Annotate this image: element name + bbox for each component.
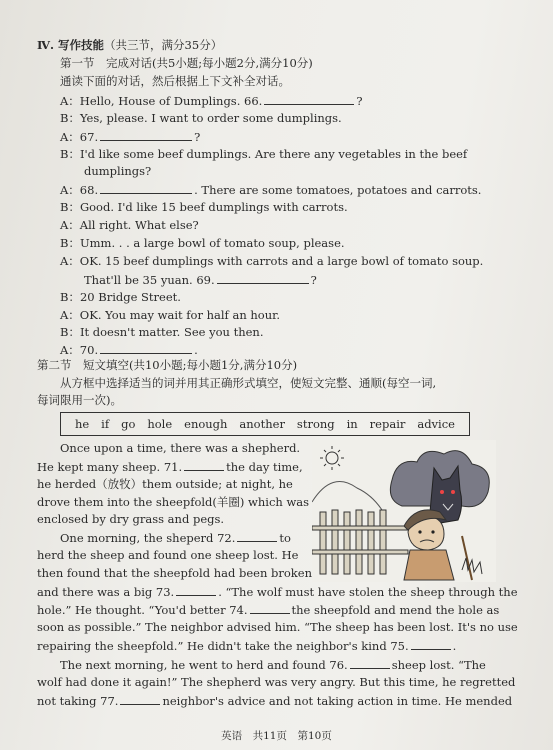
word-bank-item: in	[346, 417, 358, 431]
dialogue-line: A：OK. You may wait for half an hour.	[60, 308, 281, 322]
passage-line: he herded（放牧）them outside; at night, he	[37, 477, 293, 491]
passage-line: herd the sheep and found one sheep lost. He	[37, 548, 299, 562]
dialogue-line-67: A：67. ?	[60, 130, 201, 144]
word-bank-item: if	[101, 417, 110, 431]
section-title: Ⅳ. 写作技能（共三节，满分35分）	[37, 38, 223, 52]
answer-blank-67[interactable]	[100, 129, 192, 141]
page-footer: 英语 共11页 第10页	[221, 730, 332, 742]
dialogue-line: B：Yes, please. I want to order some dumplings.	[60, 111, 342, 125]
passage-line-75: repairing the sheepfold.” He didn't take the neighbor's kind 75. .	[37, 639, 457, 653]
dialogue-line: B：20 Bridge Street.	[60, 290, 181, 304]
dialogue-line-69: That'll be 35 yuan. 69. ?	[84, 273, 317, 287]
word-bank-item: enough	[184, 417, 228, 431]
passage-line-73: and there was a big 73. . “The wolf must have stolen the sheep through the	[37, 585, 518, 599]
word-bank-item: strong	[296, 417, 335, 431]
word-bank-item: hole	[147, 417, 173, 431]
word-bank-item: advice	[417, 417, 455, 431]
answer-blank-73[interactable]	[176, 584, 216, 596]
answer-blank-72[interactable]	[237, 530, 277, 542]
word-bank-item: he	[74, 417, 90, 431]
dialogue-line-70: A：70. .	[60, 343, 198, 357]
word-bank-item: repair	[369, 417, 406, 431]
dialogue-line: B：It doesn't matter. See you then.	[60, 325, 264, 339]
passage-line-76: The next morning, he went to herd and found 76. sheep lost. “The	[60, 658, 486, 672]
answer-blank-77[interactable]	[120, 693, 160, 705]
passage-line: soon as possible.” The neighbor advised him. “The sheep has been lost. It's no use	[37, 620, 518, 634]
answer-blank-69[interactable]	[217, 272, 309, 284]
part1-heading: 第一节 完成对话(共5小题;每小题2分,满分10分)	[60, 56, 313, 70]
dialogue-line: A：All right. What else?	[60, 218, 199, 232]
dialogue-line: B：Good. I'd like 15 beef dumplings with carrots.	[60, 200, 348, 214]
passage-line: wolf had done it again!” The shepherd was very angry. But this time, he regretted	[37, 675, 516, 689]
dialogue-line: B：I'd like some beef dumplings. Are there any vegetables in the beef	[60, 147, 468, 161]
word-bank-box	[60, 412, 470, 436]
answer-blank-66[interactable]	[264, 93, 354, 105]
passage-line-71: He kept many sheep. 71. the day time,	[37, 460, 303, 474]
passage-line-74: hole.” He thought. “You'd better 74. the sheepfold and mend the hole as	[37, 603, 500, 617]
word-bank-item: another	[239, 417, 285, 431]
passage-line: drove them into the sheepfold(羊圈) which was	[37, 495, 310, 509]
passage-line-77: not taking 77. neighbor's advice and not taking action in time. He mended	[37, 694, 513, 708]
answer-blank-68[interactable]	[100, 182, 192, 194]
dialogue-line: B：Umm. . . a large bowl of tomato soup, please.	[60, 236, 345, 250]
passage-line: then found that the sheepfold had been broken	[37, 566, 312, 580]
passage-line-72: One morning, the sheperd 72. to	[60, 531, 291, 545]
dialogue-line: A：OK. 15 beef dumplings with carrots and a large bowl of tomato soup.	[60, 254, 484, 268]
dialogue-line: dumplings?	[84, 164, 152, 178]
answer-blank-71[interactable]	[184, 459, 224, 471]
passage-line: enclosed by dry grass and pegs.	[37, 512, 225, 526]
answer-blank-76[interactable]	[350, 657, 390, 669]
part2-instruction: 从方框中选择适当的词并用其正确形式填空，使短文完整、通顺(每空一词,	[60, 376, 437, 390]
word-bank-item: go	[121, 417, 136, 431]
dialogue-line-68: A：68. . There are some tomatoes, potatoes and carrots.	[60, 183, 482, 197]
dialogue-line-66: A：Hello, House of Dumplings. 66. ?	[60, 94, 363, 108]
shepherd-wolf-illustration	[312, 440, 496, 582]
part2-instruction-cont: 每词限用一次)。	[37, 393, 122, 407]
answer-blank-74[interactable]	[250, 602, 290, 614]
passage-line: Once upon a time, there was a shepherd.	[60, 441, 301, 455]
answer-blank-70[interactable]	[100, 342, 192, 354]
answer-blank-75[interactable]	[411, 638, 451, 650]
part1-instruction: 通读下面的对话，然后根据上下文补全对话。	[60, 74, 290, 88]
part2-heading: 第二节 短文填空(共10小题;每小题1分,满分10分)	[37, 358, 298, 372]
